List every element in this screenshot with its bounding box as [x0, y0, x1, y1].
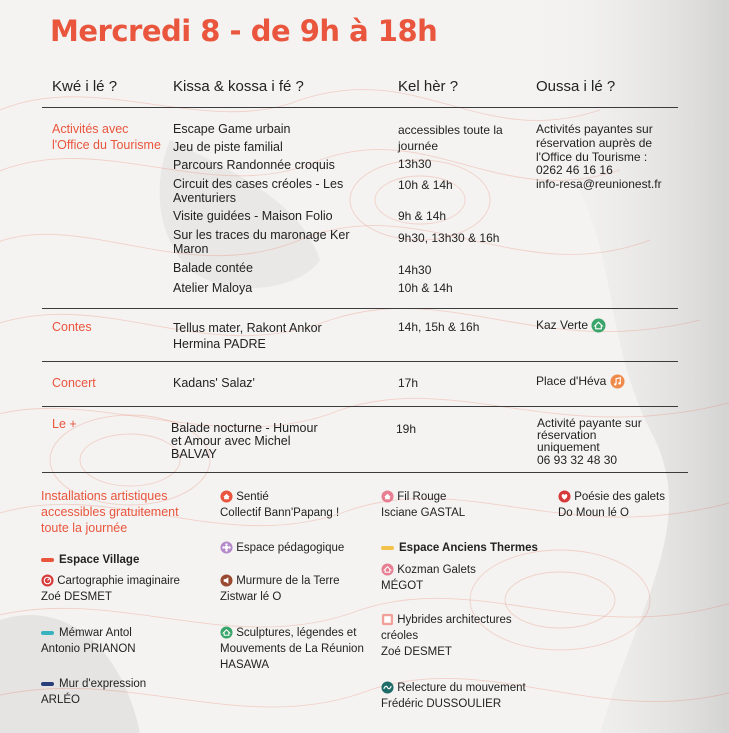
target-icon — [41, 574, 54, 587]
installation-sentie — [220, 489, 339, 521]
activity-item: Tellus mater, Rakont Ankor Hermina PADRE — [173, 321, 322, 351]
location-place-heva — [536, 374, 625, 389]
flower-icon — [220, 541, 233, 554]
installation-name: Kozman Galets — [397, 564, 476, 576]
installation-name: Sentié — [236, 491, 269, 503]
zone-espace-anciens-thermes — [381, 540, 538, 556]
time-value: 9h30, 13h30 & 16h — [398, 231, 500, 245]
installation-hybrides — [381, 612, 551, 660]
installation-artist: Antonio PRIANON — [41, 643, 136, 655]
activity-item: Jeu de piste familial — [173, 140, 283, 154]
time-value: 19h — [396, 422, 417, 436]
zone-color-swatch — [381, 546, 394, 550]
installation-artist: HASAWA — [220, 659, 269, 671]
installations-heading: Installations artistiques accessibles gratuitement toute la journée — [41, 489, 179, 535]
zone-label: Espace Village — [59, 554, 140, 566]
reservation-info: Activités payantes sur réservation auprès de l'Office du Tourisme : — [536, 122, 653, 164]
installation-name: Espace pédagogique — [236, 542, 345, 554]
activity-item: Balade contée — [173, 261, 253, 275]
installation-name: Hybrides architectures créoles — [381, 614, 512, 642]
category-contes: Contes — [52, 320, 92, 334]
teal-marker-icon — [41, 631, 54, 635]
installation-artist: MÉGOT — [381, 580, 424, 592]
time-value: accessibles toute la journée — [398, 123, 503, 153]
installation-relecture — [381, 680, 526, 712]
wave-icon — [381, 681, 394, 694]
time-value: 14h, 15h & 16h — [398, 320, 480, 334]
installation-kozman — [381, 562, 476, 594]
installation-fil-rouge — [381, 489, 465, 521]
category-office-tourisme: Activités avec l'Office du Tourisme — [52, 122, 161, 152]
header-who: Kwé i lé ? — [52, 78, 118, 95]
installation-memwar — [41, 625, 136, 657]
header-what: Kissa & kossa i fé ? — [173, 78, 304, 95]
installation-artist: Collectif Bann'Papang ! — [220, 507, 340, 519]
zone-color-swatch — [41, 558, 54, 562]
installation-artist: ARLÉO — [41, 694, 80, 706]
installation-artist: Frédéric DUSSOULIER — [381, 698, 502, 710]
installation-pedagogique — [220, 540, 344, 556]
installation-name: Cartographie imaginaire — [57, 575, 180, 587]
zone-label: Espace Anciens Thermes — [399, 542, 538, 554]
frame-icon — [381, 613, 394, 626]
music-note-icon — [610, 374, 625, 389]
header-where: Oussa i lé ? — [536, 78, 616, 95]
installation-name: Murmure de la Terre — [236, 575, 340, 587]
installation-artist: Do Moun lé O — [558, 507, 629, 519]
page-title: Mercredi 8 - de 9h à 18h — [50, 14, 438, 48]
installation-name: Mur d'expression — [59, 678, 147, 690]
speaker-icon — [220, 574, 233, 587]
reservation-info: Activité payante sur réservation uniquement — [537, 416, 642, 454]
installation-name: Fil Rouge — [397, 491, 447, 503]
installation-sculptures — [220, 625, 370, 673]
house-icon — [381, 563, 394, 576]
house-icon — [220, 490, 233, 503]
installation-artist: Zistwar lé O — [220, 591, 282, 603]
installation-poesie — [558, 489, 665, 521]
time-value: 9h & 14h — [398, 209, 447, 223]
location-label: Kaz Verte — [536, 318, 589, 332]
divider — [42, 361, 678, 362]
installation-murmure — [220, 573, 340, 605]
divider — [42, 472, 688, 473]
installation-name: Sculptures, légendes et Mouvements de La Réunion — [220, 627, 364, 655]
installation-name: Relecture du mouvement — [397, 682, 526, 694]
house-icon — [591, 318, 606, 333]
activity-item: Atelier Maloya — [173, 281, 253, 295]
installation-name: Poésie des galets — [574, 491, 665, 503]
category-le-plus: Le + — [52, 417, 77, 431]
divider — [42, 406, 678, 407]
phone-number: 06 93 32 48 30 — [537, 453, 618, 467]
category-concert: Concert — [52, 376, 96, 390]
zone-espace-village — [41, 552, 139, 568]
installation-cartographie — [41, 573, 180, 605]
installation-artist: Isciane GASTAL — [381, 507, 466, 519]
email-address: info-resa@reunionest.fr — [536, 177, 662, 191]
location-label: Place d'Héva — [536, 374, 607, 388]
time-value: 13h30 — [398, 157, 432, 171]
time-value: 10h & 14h — [398, 281, 453, 295]
heart-icon — [558, 490, 571, 503]
house-icon — [381, 490, 394, 503]
activity-item: Circuit des cases créoles - Les Aventuriers — [173, 177, 344, 205]
header-when: Kel hèr ? — [398, 78, 459, 95]
house-icon — [220, 626, 233, 639]
activity-item: Visite guidées - Maison Folio — [173, 209, 333, 223]
installation-artist: Zoé DESMET — [41, 591, 112, 603]
time-value: 14h30 — [398, 263, 432, 277]
installation-mur — [41, 676, 146, 708]
divider — [42, 308, 678, 309]
navy-marker-icon — [41, 682, 54, 686]
time-value: 17h — [398, 376, 419, 390]
phone-number: 0262 46 16 16 — [536, 163, 613, 177]
installation-name: Mémwar Antol — [59, 627, 132, 639]
activity-item: Parcours Randonnée croquis — [173, 158, 335, 172]
activity-item: Escape Game urbain — [173, 122, 291, 136]
activity-item: Balade nocturne - Humour et Amour avec Michel BALVAY — [171, 421, 318, 461]
time-value: 10h & 14h — [398, 178, 453, 192]
installation-artist: Zoé DESMET — [381, 646, 452, 658]
activity-item: Kadans' Salaz' — [173, 376, 255, 390]
divider — [42, 107, 678, 108]
location-kaz-verte — [536, 318, 606, 333]
activity-item: Sur les traces du maronage Ker Maron — [173, 228, 350, 256]
